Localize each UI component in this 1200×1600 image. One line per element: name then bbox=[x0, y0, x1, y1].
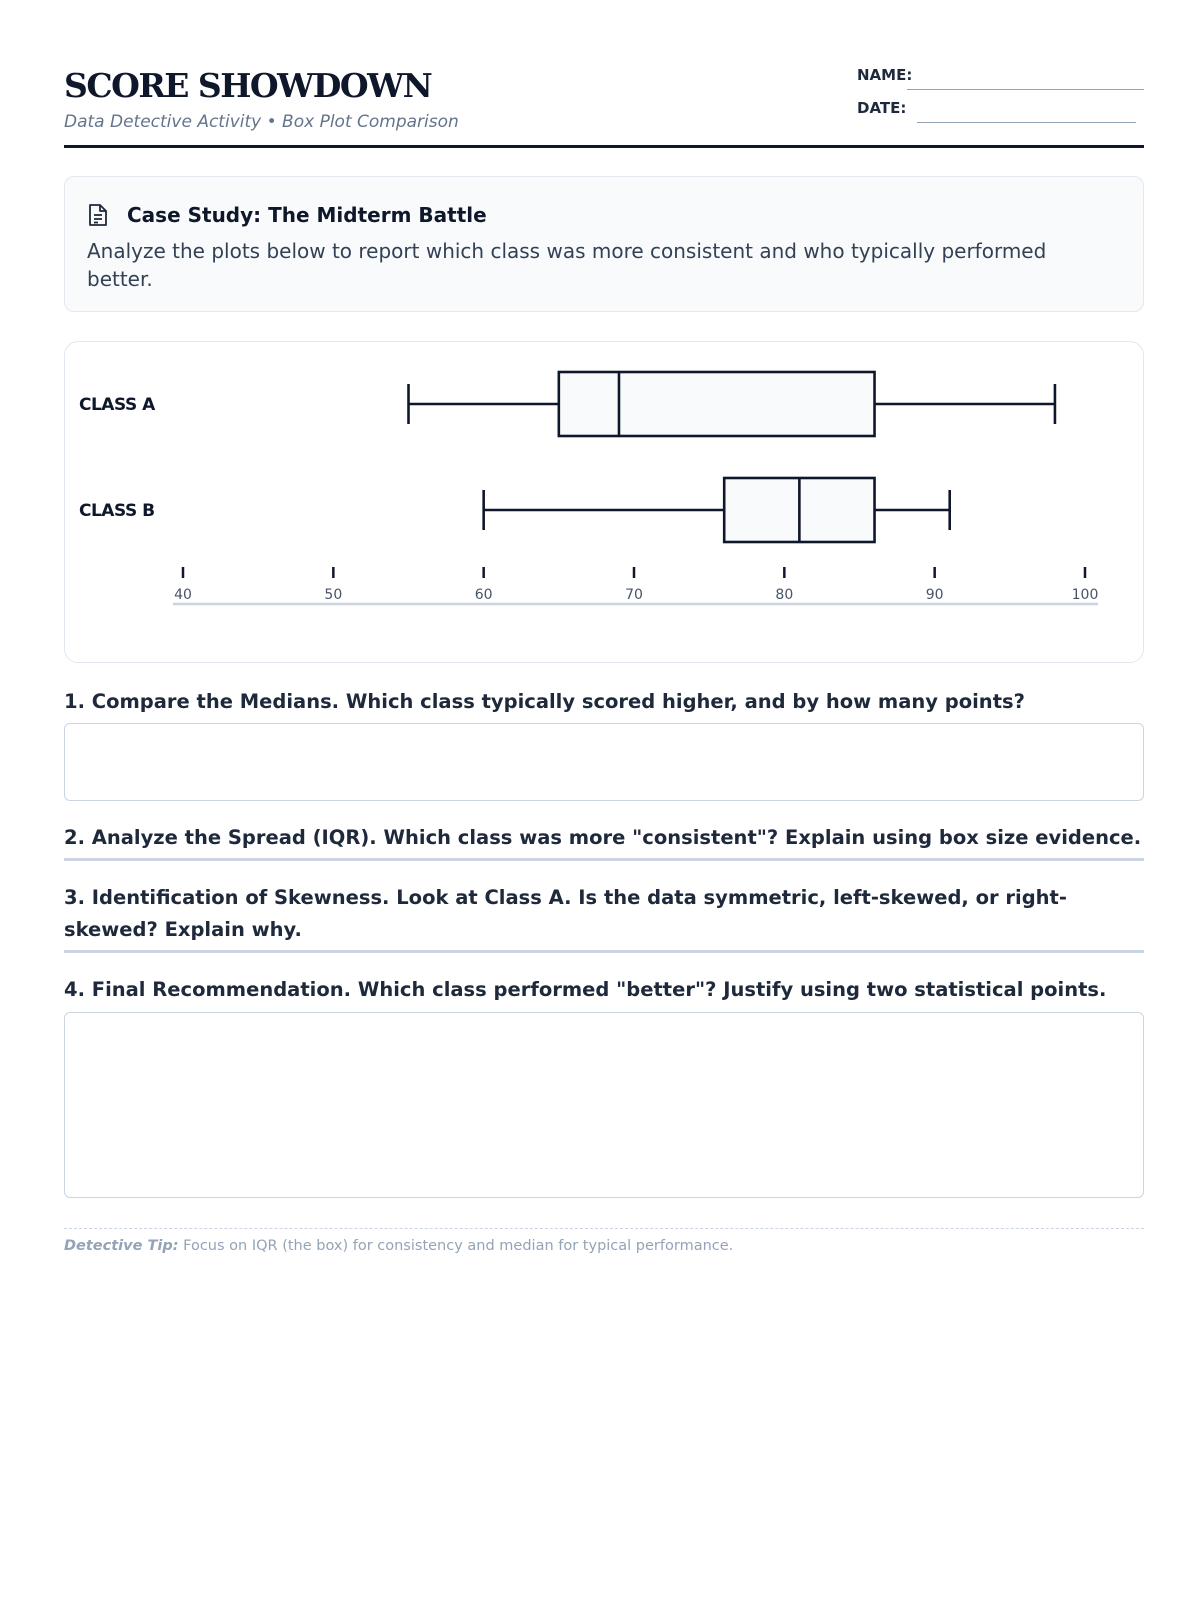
name-field[interactable] bbox=[857, 66, 1144, 90]
answer-line-2[interactable] bbox=[64, 858, 1144, 861]
page-subtitle: Data Detective Activity • Box Plot Comparison bbox=[64, 112, 459, 132]
header-divider bbox=[64, 145, 1144, 148]
page-title: SCORE SHOWDOWN bbox=[64, 66, 432, 105]
tip-text: Focus on IQR (the box) for consistency and median for typical performance. bbox=[183, 1238, 734, 1254]
date-label: DATE: bbox=[857, 99, 907, 117]
class-a-iqr-box bbox=[559, 372, 875, 436]
date-field[interactable] bbox=[857, 99, 1144, 123]
case-study-title: Case Study: The Midterm Battle bbox=[127, 203, 487, 227]
name-line[interactable] bbox=[907, 89, 1144, 90]
x-tick-label-50: 50 bbox=[324, 587, 343, 603]
x-tick-label-100: 100 bbox=[1071, 587, 1099, 603]
footer-divider bbox=[64, 1228, 1144, 1229]
question-3: 3. Identification of Skewness. Look at Class A. Is the data symmetric, left-skewed, or right-skewed? Explain why. bbox=[64, 886, 1067, 941]
class-a-label: CLASS A bbox=[79, 395, 155, 415]
question-4: 4. Final Recommendation. Which class performed "better"? Justify using two statistical points. bbox=[64, 978, 1107, 1001]
question-2: 2. Analyze the Spread (IQR). Which class was more "consistent"? Explain using box size evidence. bbox=[64, 826, 1142, 849]
document-icon bbox=[87, 203, 109, 227]
box-plot-svg bbox=[65, 342, 1145, 664]
tip-label: Detective Tip: bbox=[64, 1238, 179, 1254]
class-b-label: CLASS B bbox=[79, 501, 155, 521]
box-plot-chart bbox=[64, 341, 1144, 663]
name-label: NAME: bbox=[857, 66, 913, 84]
answer-box-1[interactable] bbox=[64, 723, 1144, 801]
answer-line-3[interactable] bbox=[64, 950, 1144, 953]
x-tick-label-70: 70 bbox=[625, 587, 643, 603]
x-tick-label-40: 40 bbox=[174, 587, 192, 603]
case-study-box bbox=[64, 176, 1144, 312]
date-line[interactable] bbox=[917, 122, 1136, 123]
question-1: 1. Compare the Medians. Which class typically scored higher, and by how many points? bbox=[64, 690, 1025, 713]
case-study-text: Analyze the plots below to report which class was more consistent and who typically performed better. bbox=[87, 239, 1047, 291]
x-tick-label-90: 90 bbox=[925, 587, 944, 603]
x-tick-label-60: 60 bbox=[474, 587, 493, 603]
footer-tip bbox=[64, 1238, 733, 1254]
answer-box-4[interactable] bbox=[64, 1012, 1144, 1198]
x-tick-label-80: 80 bbox=[775, 587, 794, 603]
